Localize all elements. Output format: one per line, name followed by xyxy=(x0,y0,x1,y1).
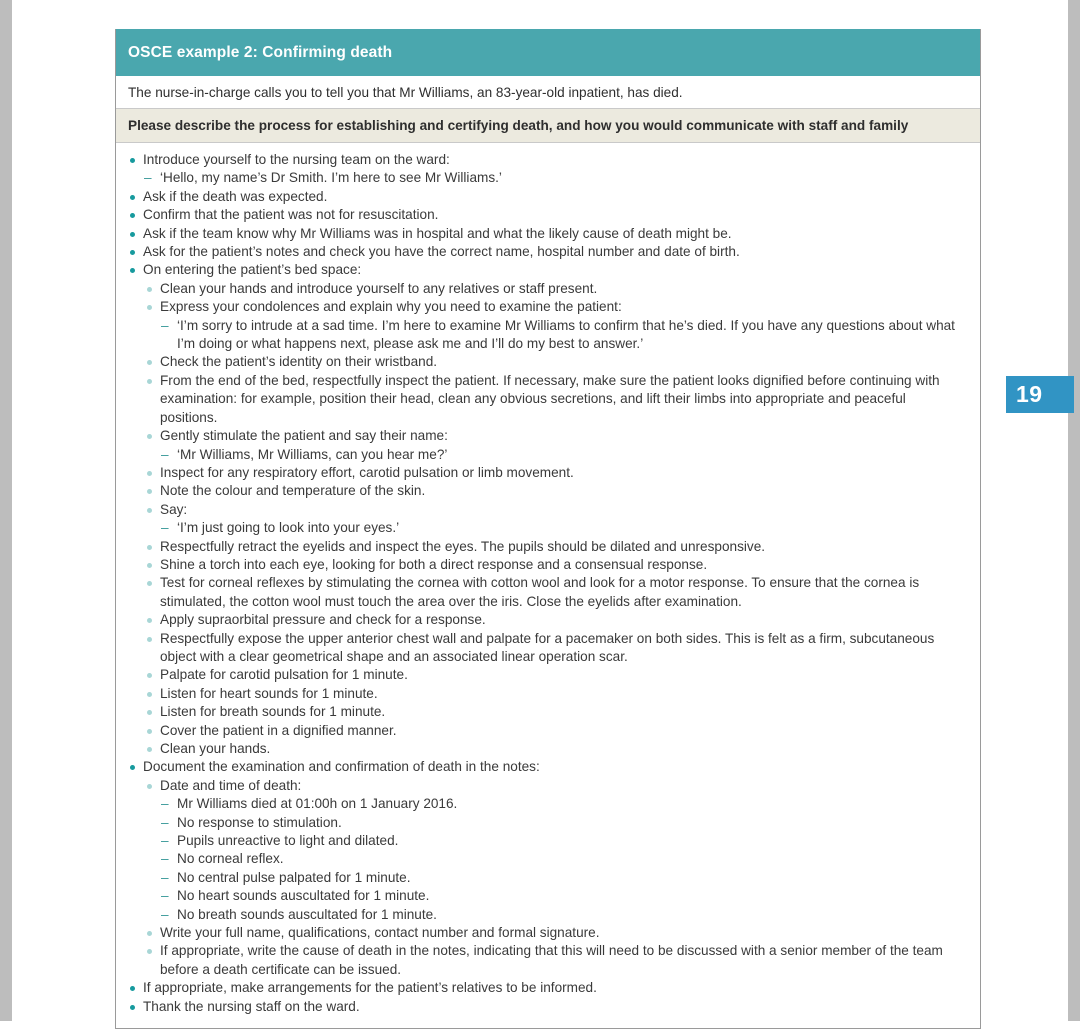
checklist-item-level-2 xyxy=(145,482,966,500)
checklist-item-text: Listen for breath sounds for 1 minute. xyxy=(160,704,386,720)
checklist-item-level-2 xyxy=(145,942,966,979)
checklist-item-text: From the end of the bed, respectfully inspect the patient. If necessary, make sure the patient looks dignified before continuing with examination: for example, position their head, clean any obvious secretions, and lift their limbs into appropriate and peaceful positions. xyxy=(160,372,940,425)
checklist-item-level-2 xyxy=(145,501,966,519)
dot-bullet-icon xyxy=(130,986,135,991)
page-gutter-left xyxy=(0,0,12,1021)
checklist-item-level-1 xyxy=(128,261,966,279)
dash-bullet-icon: – xyxy=(161,446,169,462)
dot-bullet-icon xyxy=(147,949,152,954)
dot-bullet-icon xyxy=(147,784,152,789)
checklist-item-level-2 xyxy=(145,611,966,629)
checklist-item-level-1 xyxy=(128,151,966,169)
checklist-item-text: Write your full name, qualifications, contact number and formal signature. xyxy=(160,925,600,941)
dash-bullet-icon: – xyxy=(161,814,169,830)
dot-bullet-icon xyxy=(147,508,152,513)
checklist-item-level-1 xyxy=(128,758,966,776)
checklist-item-text: Clean your hands. xyxy=(160,741,271,756)
checklist-item-level-2 xyxy=(145,740,966,758)
page-gutter-right xyxy=(1068,0,1080,1021)
checklist-item-text: Cover the patient in a dignified manner. xyxy=(160,722,397,738)
checklist-item-text: Mr Williams died at 01:00h on 1 January 2016. xyxy=(177,796,458,812)
checklist-item-level-3 xyxy=(161,832,966,850)
checklist-item-text: Ask for the patient’s notes and check you have the correct name, hospital number and date of birth. xyxy=(143,244,740,260)
checklist-item-text: ‘Hello, my name’s Dr Smith. I’m here to see Mr Williams.’ xyxy=(160,170,502,186)
checklist-sublist-level-3 xyxy=(145,446,966,464)
checklist-item-level-1 xyxy=(128,188,966,206)
checklist-item-level-3 xyxy=(144,169,966,187)
dot-bullet-icon xyxy=(130,1005,135,1010)
checklist-item-level-2 xyxy=(145,353,966,371)
checklist-sublist-level-3 xyxy=(145,317,966,354)
checklist-item-level-2 xyxy=(145,538,966,556)
checklist-item-text: Respectfully retract the eyelids and inspect the eyes. The pupils should be dilated and unresponsive. xyxy=(160,538,766,554)
checklist-item-level-3 xyxy=(161,850,966,868)
checklist-item-level-2 xyxy=(145,666,966,684)
checklist-item-text: Document the examination and confirmation of death in the notes: xyxy=(143,759,540,775)
dot-bullet-icon xyxy=(130,195,135,200)
checklist-item-text: Express your condolences and explain why you need to examine the patient: xyxy=(160,299,622,315)
checklist-item-level-2 xyxy=(145,574,966,611)
checklist-item-text: ‘I’m just going to look into your eyes.’ xyxy=(177,520,400,536)
checklist-item-text: Listen for heart sounds for 1 minute. xyxy=(160,685,378,701)
checklist-item-level-3 xyxy=(161,887,966,905)
checklist-item-level-3 xyxy=(161,519,966,537)
panel-title: OSCE example 2: Confirming death xyxy=(116,29,980,76)
checklist-item-text: No heart sounds auscultated for 1 minute. xyxy=(177,888,430,904)
dash-bullet-icon: – xyxy=(161,317,169,333)
checklist-item-text: ‘I’m sorry to intrude at a sad time. I’m here to examine Mr Williams to confirm that he’s died. If you have any questions about what I’m doing or what happens next, please ask me and I’ll do my best to answer.’ xyxy=(177,317,955,352)
dot-bullet-icon xyxy=(147,692,152,697)
dash-bullet-icon: – xyxy=(144,170,152,186)
dash-bullet-icon: – xyxy=(161,888,169,904)
checklist-item-text: Shine a torch into each eye, looking for both a direct response and a consensual response. xyxy=(160,556,708,572)
dot-bullet-icon xyxy=(147,379,152,384)
dot-bullet-icon xyxy=(147,747,152,752)
checklist-item-text: No breath sounds auscultated for 1 minute. xyxy=(177,906,437,922)
checklist-item-level-3 xyxy=(161,906,966,924)
page-number-badge: 19 xyxy=(1006,376,1074,413)
checklist-item-level-2 xyxy=(145,427,966,445)
dash-bullet-icon: – xyxy=(161,869,169,885)
checklist-item-level-2 xyxy=(145,372,966,427)
checklist-item-text: Pupils unreactive to light and dilated. xyxy=(177,833,399,849)
dot-bullet-icon xyxy=(147,581,152,586)
checklist-item-text: Test for corneal reflexes by stimulating the cornea with cotton wool and look for a motor response. To ensure that the cornea is stimulated, the cotton wool must touch the area over the iris. Close the eyelids after examination. xyxy=(160,575,920,609)
checklist-item-text: Inspect for any respiratory effort, carotid pulsation or limb movement. xyxy=(160,464,574,480)
checklist-item-text: Respectfully expose the upper anterior chest wall and palpate for a pacemaker on both sides. This is felt as a firm, subcutaneous object with a clear geometrical shape and an associated linear operation scar. xyxy=(160,630,935,664)
checklist-item-text: If appropriate, make arrangements for the patient’s relatives to be informed. xyxy=(143,980,597,996)
checklist-item-level-1 xyxy=(128,979,966,997)
checklist-item-text: Clean your hands and introduce yourself to any relatives or staff present. xyxy=(160,280,598,296)
dot-bullet-icon xyxy=(130,250,135,255)
dash-bullet-icon: – xyxy=(161,520,169,536)
dash-bullet-icon: – xyxy=(161,833,169,849)
instruction-text: Please describe the process for establishing and certifying death, and how you would communicate with staff and family xyxy=(116,109,980,143)
dot-bullet-icon xyxy=(147,618,152,623)
dot-bullet-icon xyxy=(147,710,152,715)
osce-example-panel xyxy=(115,29,981,1029)
checklist-sublist-level-3 xyxy=(128,169,966,187)
checklist-item-level-2 xyxy=(145,280,966,298)
dot-bullet-icon xyxy=(147,360,152,365)
dot-bullet-icon xyxy=(147,434,152,439)
dot-bullet-icon xyxy=(130,765,135,770)
dot-bullet-icon xyxy=(147,545,152,550)
checklist-item-text: No response to stimulation. xyxy=(177,814,342,830)
checklist-item-level-2 xyxy=(145,464,966,482)
checklist-item-text: Introduce yourself to the nursing team on the ward: xyxy=(143,152,450,167)
checklist-item-text: Say: xyxy=(160,501,188,517)
checklist-sublist-level-2 xyxy=(128,280,966,759)
checklist-item-text: Note the colour and temperature of the skin. xyxy=(160,483,426,499)
checklist-item-level-1 xyxy=(128,998,966,1016)
checklist-item-level-1 xyxy=(128,225,966,243)
dot-bullet-icon xyxy=(130,232,135,237)
checklist-item-level-3 xyxy=(161,869,966,887)
dot-bullet-icon xyxy=(130,158,135,163)
checklist-item-level-2 xyxy=(145,630,966,667)
checklist-item-level-2 xyxy=(145,685,966,703)
dot-bullet-icon xyxy=(147,305,152,310)
checklist-item-text: No corneal reflex. xyxy=(177,851,284,867)
checklist-item-level-2 xyxy=(145,556,966,574)
checklist-item-text: ‘Mr Williams, Mr Williams, can you hear me?’ xyxy=(177,446,448,462)
dot-bullet-icon xyxy=(147,637,152,642)
checklist-item-level-2 xyxy=(145,924,966,942)
checklist-item-text: Thank the nursing staff on the ward. xyxy=(143,998,360,1014)
checklist-item-level-3 xyxy=(161,317,966,354)
dash-bullet-icon: – xyxy=(161,796,169,812)
checklist-item-level-2 xyxy=(145,298,966,316)
checklist-item-level-2 xyxy=(145,722,966,740)
checklist-item-level-1 xyxy=(128,243,966,261)
dash-bullet-icon: – xyxy=(161,851,169,867)
dot-bullet-icon xyxy=(130,268,135,273)
checklist-item-level-3 xyxy=(161,446,966,464)
checklist-item-level-3 xyxy=(161,795,966,813)
checklist-item-text: Ask if the death was expected. xyxy=(143,188,328,204)
dot-bullet-icon xyxy=(147,489,152,494)
dot-bullet-icon xyxy=(130,213,135,218)
checklist-item-level-2 xyxy=(145,703,966,721)
checklist-item-text: Gently stimulate the patient and say their name: xyxy=(160,428,448,444)
checklist-item-level-3 xyxy=(161,814,966,832)
checklist-item-text: No central pulse palpated for 1 minute. xyxy=(177,869,411,885)
checklist-item-level-2 xyxy=(145,777,966,795)
checklist-sublist-level-3 xyxy=(145,519,966,537)
dot-bullet-icon xyxy=(147,287,152,292)
checklist-item-text: Check the patient’s identity on their wristband. xyxy=(160,354,438,370)
checklist-sublist-level-3 xyxy=(145,795,966,924)
checklist-item-text: On entering the patient’s bed space: xyxy=(143,262,362,278)
dot-bullet-icon xyxy=(147,673,152,678)
dot-bullet-icon xyxy=(147,563,152,568)
checklist-item-level-1 xyxy=(128,206,966,224)
checklist-item-text: Palpate for carotid pulsation for 1 minute. xyxy=(160,667,408,683)
dot-bullet-icon xyxy=(147,471,152,476)
checklist-item-text: Apply supraorbital pressure and check for a response. xyxy=(160,612,486,628)
dot-bullet-icon xyxy=(147,931,152,936)
checklist-root-list xyxy=(128,151,966,1016)
checklist-item-text: If appropriate, write the cause of death in the notes, indicating that this will need to be discussed with a senior member of the team before a death certificate can be issued. xyxy=(160,943,943,977)
checklist-sublist-level-2 xyxy=(128,777,966,979)
dot-bullet-icon xyxy=(147,729,152,734)
checklist-item-text: Confirm that the patient was not for resuscitation. xyxy=(143,207,439,223)
checklist-item-text: Ask if the team know why Mr Williams was in hospital and what the likely cause of death might be. xyxy=(143,225,732,241)
scenario-text: The nurse-in-charge calls you to tell you that Mr Williams, an 83-year-old inpatient, has died. xyxy=(116,76,980,109)
checklist-item-text: Date and time of death: xyxy=(160,777,302,793)
dash-bullet-icon: – xyxy=(161,906,169,922)
checklist-content xyxy=(116,143,980,1028)
